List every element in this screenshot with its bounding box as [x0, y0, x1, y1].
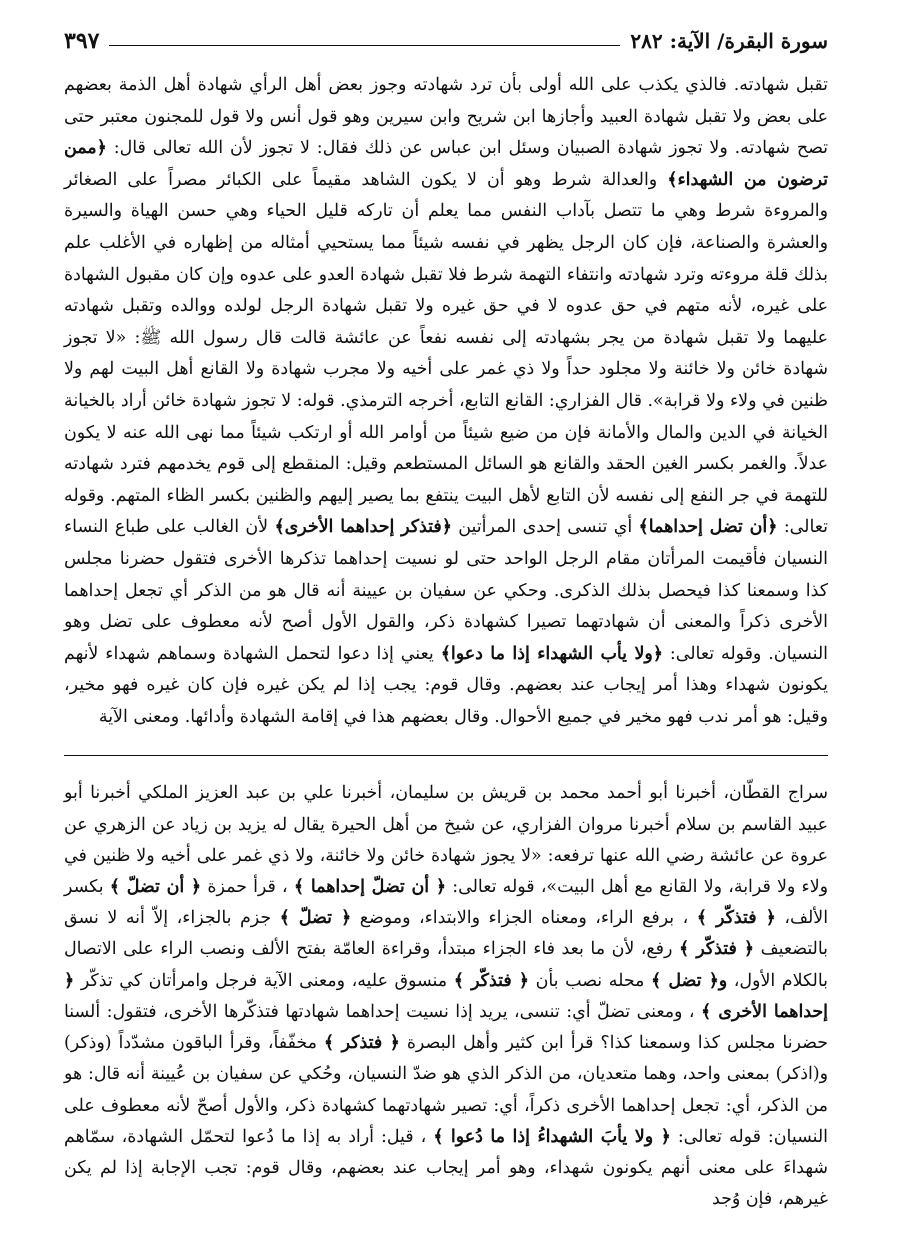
quran-quote: ﴿ تضلّ ﴾ — [279, 908, 352, 929]
quran-quote: ﴿فتذكر إحداهما الأخرى﴾ — [274, 517, 452, 538]
text-segment: ، قيل: أراد به إذا ما دُعوا لتحمّل الشهادة، سمّاهم شهداءَ على معنى أنهم يكونون شهداء، وهو أمر إيجاب عند بعضهم، وقال قوم: تجب الإجابة إذا لم يكن غيرهم، فإن وُجد — [64, 1126, 828, 1210]
secondary-commentary — [64, 778, 828, 1215]
text-segment: ، برفع الراء، ومعناه الجزاء والابتداء، وموضع — [359, 908, 689, 929]
text-segment: تقبل شهادته. فالذي يكذب على الله أولى بأن ترد شهادته وجوز بعض أهل الرأي شهادة أهل الذمة بعضهم على بعض ولا تقبل شهادة العبيد وأجازها ابن شريح وابن سيرين وهو قول أنس ولا قول للمجنون معتبر حتى تصح شهادته. ولا تجوز شهادة الصبيان وسئل ابن عباس عن ذلك فقال: لا تجوز لأن الله تعالى قال: — [64, 75, 829, 159]
quran-quote: ﴿ أن تضلّ ﴾ — [109, 877, 202, 898]
quran-quote: و﴿ تضل ﴾ — [651, 970, 728, 991]
quran-quote: ﴿ولا يأب الشهداء إذا ما دعوا﴾ — [440, 643, 663, 664]
quran-quote: ﴿ إحداهما الأخرى ﴾ — [64, 970, 828, 1022]
text-segment: يعني إذا دعوا لتحمل الشهادة وسماهم شهداء لأنهم يكونون شهداء وهذا أمر إيجاب عند بعضهم. وقال قوم: يجب إذا لم يكن غيره فإن كان غيره فهو مخير، وقيل: هو أمر ندب فهو مخير في جميع الأحوال. وقال بعضهم هذا في إقامة الشهادة وأدائها. ومعنى الآية — [64, 643, 828, 727]
page-number: ٣٩٧ — [64, 28, 100, 54]
section-divider — [64, 755, 828, 756]
text-segment: منسوق عليه، ومعنى الآية فرجل وامرأتان كي تذكّر — [80, 970, 448, 991]
header-rule — [109, 45, 620, 46]
text-segment: ، قرأ حمزة — [207, 877, 288, 898]
text-segment: محله نصب بأن — [535, 970, 645, 991]
text-segment: لأن الغالب على طباع النساء النسيان فأقيمت المرأتان مقام الرجل الواحد حتى لو نسيت إحداهما تذكرها الأخرى فتقول حضرنا مجلس كذا وسمعنا كذا فيحصل بذلك الذكرى. وحكي عن سفيان بن عيينة أنه قال هو من الذكر أي تجعل إحداهما الأخرى ذكراً والمعنى أن شهادتهما تصيرا كشهادة ذكر، والقول الأول أصح لأنه معطوف على تضل وهو النسيان. وقوله تعالى: — [64, 517, 829, 664]
quran-quote: ﴿ ولا يأبَ الشهداءُ إذا ما دُعوا ﴾ — [433, 1126, 671, 1147]
surah-reference: سورة البقرة/ الآية: ٢٨٢ — [630, 29, 828, 53]
text-segment: مخفّفاً، وقرأ الباقون مشدّداً (وذكر) و(اذكر) بمعنى واحد، وهما متعديان، من الذكر الذي هو ضدّ النسيان، وحُكي عن سفيان بن عُيينة أنه قال: هو من الذكر، أي: تجعل إحداهما الأخرى ذكراً، أي: تصير شهادتهما كشهادة ذكر، والأول أصحّ لأنه معطوف على النسيان: قوله تعالى: — [64, 1033, 828, 1147]
text-segment: بكسر الألف، — [64, 877, 829, 929]
quran-quote: ﴿ فتذكّر ﴾ — [453, 970, 529, 991]
text-segment: والعدالة شرط وهو أن لا يكون الشاهد مقيماً على الكبائر مصراً على الصغائر والمروءة شرط وهي ما تتصل بآداب النفس مما يعلم أن تاركه قليل الحياء وهي حسن الهياة والسيرة والعشرة والصناعة، فإن كان الرجل يظهر في نفسه شيئاً مما يستحيي أمثاله من إظهاره في الأغلب علم بذلك قلة مروءته وترد شهادته وانتفاء التهمة شرط فلا تقبل شهادة العدو على عدوه وإن كان مقبول الشهادة على غيره، لأنه متهم في حق عدوه لا في حق غيره ولا تقبل شهادة الرجل لولده ووالده وتقبل شهادته عليهما ولا تقبل شهادة من يجر بشهادته إلى نفسه نفعاً عن عائشة قالت قال رسول الله ﷺ: «لا تجوز شهادة خائن ولا خائنة ولا مجلود حداً ولا ذي غمر على أخيه ولا مجرب شهادة ولا القانع أهل البيت لهم ولا ظنين في ولاء ولا قرابة». قال الفزاري: القانع التابع، أخرجه الترمذي. قوله: لا تجوز شهادة خائن أراد بالخيانة الخيانة في الدين والمال والأمانة فإن من ضيع شيئاً من أوامر الله أو ارتكب شيئاً مما نهى الله عنه لا يكون عدلاً. والغمر بكسر الغين الحقد والقانع هو السائل المستطعم وقيل: المنقطع إلى قوم يخدمهم فترد شهادته للتهمة في جر النفع إلى نفسه لأن التابع لأهل البيت ينتفع بما يصير إليهم والظنين بكسر الظاء المتهم. وقوله تعالى: — [64, 169, 828, 538]
quran-quote: ﴿ممن ترضون من الشهداء﴾ — [64, 138, 829, 190]
quran-quote: ﴿ فتذكر ﴾ — [323, 1033, 400, 1054]
text-segment: ، ومعنى تضلّ أي: تنسى، يريد إذا نسيت إحداهما شهادتها فتذكّرها الأخرى، فتقول: ألسنا حضرنا مجلس كذا وسمعنا كذا؟ قرأ ابن كثير وأهل البصرة — [64, 1001, 828, 1054]
text-segment: جزم بالجزاء، إلاّ أنه لا نسق بالتضعيف — [64, 908, 828, 960]
quran-quote: ﴿ أن تضلّ إحداهما ﴾ — [293, 877, 447, 898]
main-commentary — [64, 70, 828, 733]
quran-quote: ﴿أن تضل إحداهما﴾ — [638, 517, 778, 538]
text-segment: رفع، لأن ما بعد فاء الجزاء مبتدأ، وقراءة العامّة بفتح الألف ونصب الراء على الاتصال بالكلام الأول، — [64, 939, 828, 991]
text-segment: سراج القطّان، أخبرنا أبو أحمد محمد بن قريش بن سليمان، أخبرنا علي بن عبد العزيز الملكي أخبرنا أبو عبيد القاسم بن سلام أخبرنا مروان الفزاري، عن شيخ من أهل الحيرة يقال له يزيد بن زياد عن الزهري عن عروة عن عائشة رضي الله عنها ترفعه: «لا يجوز شهادة خائن ولا خائنة، ولا ذي غمر على أخيه ولا ظنين في ولاء ولا قرابة، ولا القانع مع أهل البيت»، قوله تعالى: — [64, 783, 829, 898]
quran-quote: ﴿ فتذكّر ﴾ — [696, 908, 776, 929]
text-segment: أي تنسى إحدى المرأتين — [458, 517, 633, 538]
quran-quote: ﴿ فتذكّر ﴾ — [678, 939, 755, 960]
page-header — [64, 26, 828, 56]
